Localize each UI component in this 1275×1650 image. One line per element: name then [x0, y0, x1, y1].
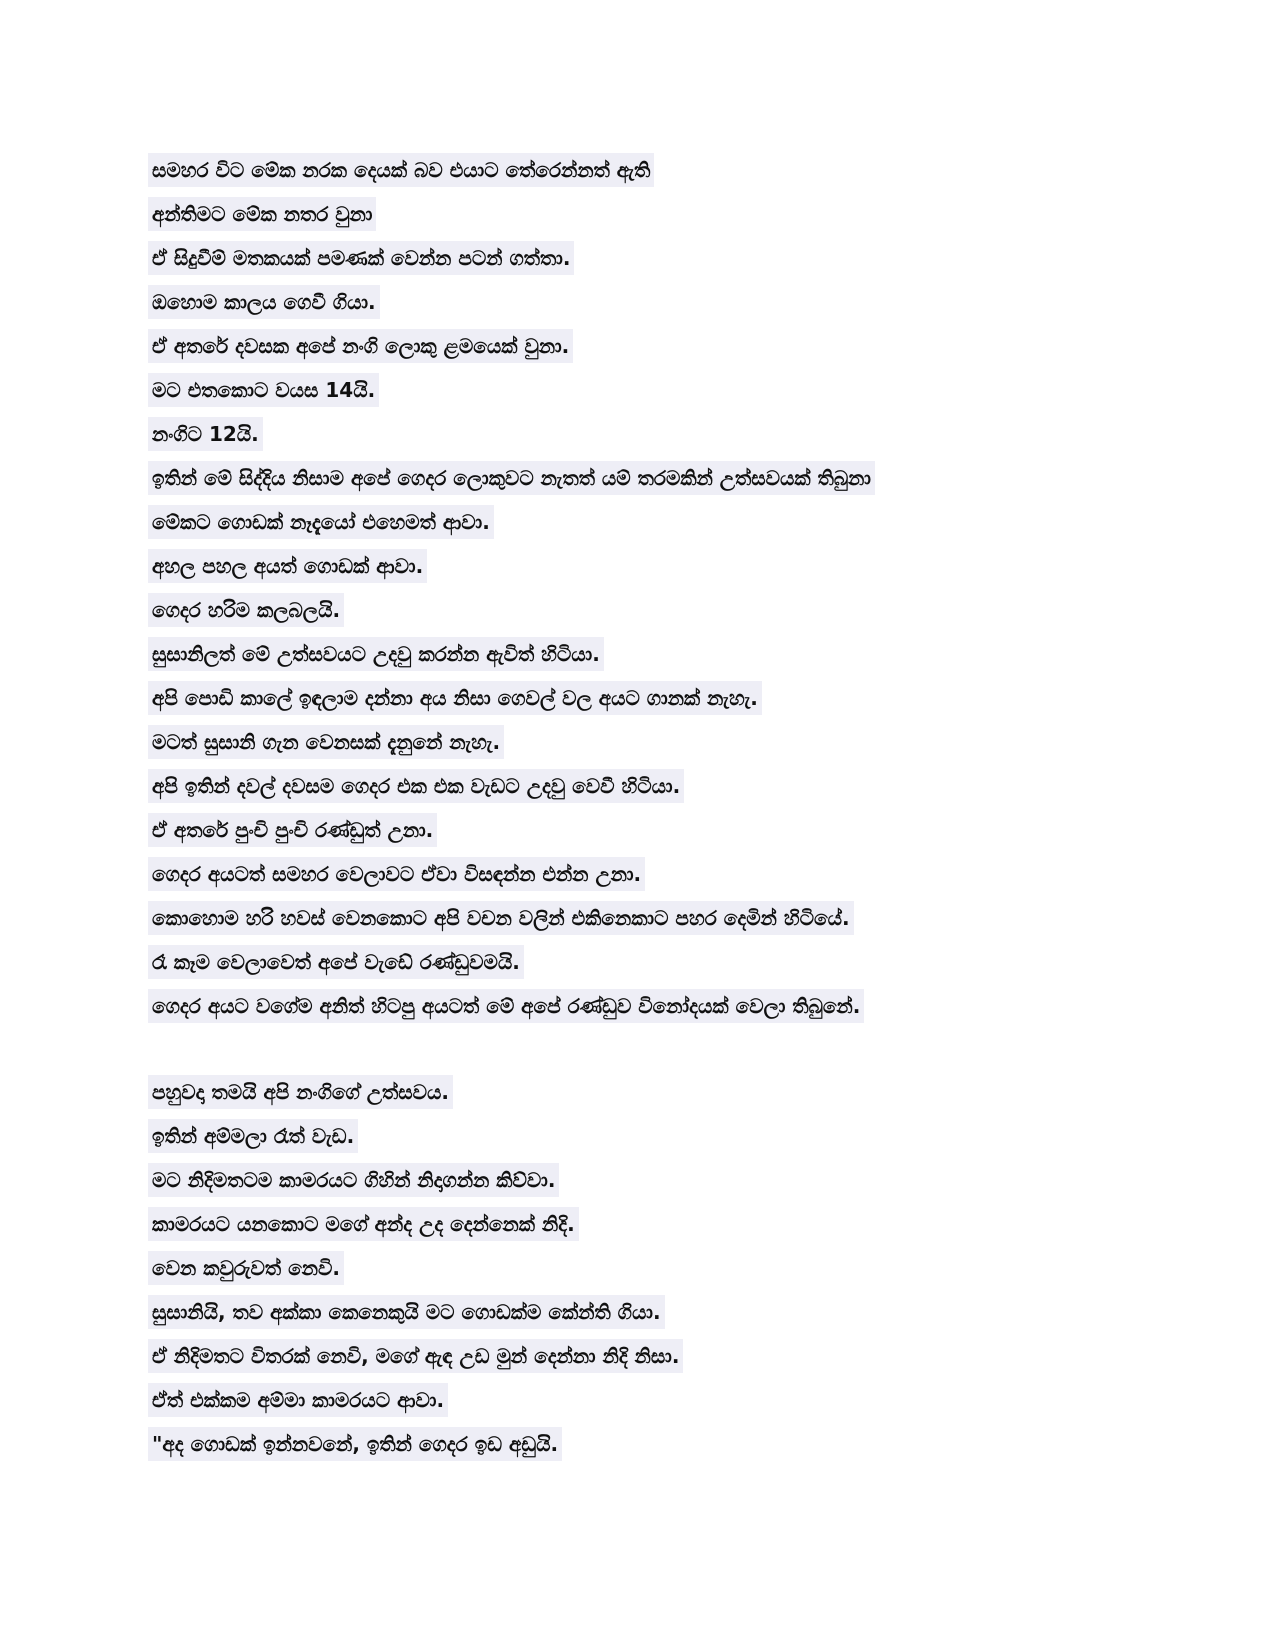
text-line: මේකට ගොඩක් නෑදැයෝ එහෙමත් ආවා. — [148, 500, 1148, 544]
text-line: ඒ අතරේ දවසක අපේ නංගි ලොකු ළමයෙක් වුනා. — [148, 324, 1148, 368]
text-line: ගෙදර හරිම කලබලයි. — [148, 588, 1148, 632]
paragraph-1 — [148, 148, 1148, 1028]
text-line: ඔහොම කාලය ගෙවී ගියා. — [148, 280, 1148, 324]
text-line: ගෙදර අයටත් සමහර වෙලාවට ඒවා විසඳන්න එන්න උනා. — [148, 852, 1148, 896]
text-line: මටත් සුසානි ගැන වෙනසක් දැනුනේ නැහැ. — [148, 720, 1148, 764]
text-line: ඉතින් මේ සිද්දිය නිසාම අපේ ගෙදර ලොකුවට නැතත් යම් තරමකින් උත්සවයක් තිබුනා — [148, 456, 1148, 500]
text-line: ගෙදර අයට වගේම අනිත් හිටපු අයටත් මේ අපේ රණ්ඩුව විනෝදයක් වෙලා තිබුනේ. — [148, 984, 1148, 1028]
text-line: අපි ඉතින් දවල් දවසම ගෙදර එක එක වැඩට උදවු වෙවී හිටියා. — [148, 764, 1148, 808]
paragraph-2 — [148, 1070, 1148, 1466]
text-line: වෙන කවුරුවත් නෙවි. — [148, 1246, 1148, 1290]
text-line: ඒ අතරේ පුංචි පුංචි රණ්ඩුත් උනා. — [148, 808, 1148, 852]
text-line: ඉතින් අම්මලා රෑත් වැඩ. — [148, 1114, 1148, 1158]
text-line: අන්තිමට මේක නතර වුනා — [148, 192, 1148, 236]
text-line: අපි පොඩි කාලේ ඉඳලාම දන්නා අය නිසා ගෙවල් වල අයට ගානක් නැහැ. — [148, 676, 1148, 720]
text-line: ඒත් එක්කම අම්මා කාමරයට ආවා. — [148, 1378, 1148, 1422]
text-line: මට එතකොට වයස 14යි. — [148, 368, 1148, 412]
text-line: "අද ගොඩක් ඉන්නවනේ, ඉතින් ගෙදර ඉඩ අඩුයි. — [148, 1422, 1148, 1466]
text-line: සුසානිලත් මේ උත්සවයට උදවු කරන්න ඇවිත් හිටියා. — [148, 632, 1148, 676]
text-line: සමහර විට මේක නරක දෙයක් බව එයාට තේරෙන්නත් ඇති — [148, 148, 1148, 192]
text-line: කොහොම හරි හවස් වෙනකොට අපි වචන වලින් එකිනෙකාට පහර දෙමින් හිටියේ. — [148, 896, 1148, 940]
text-line: ඒ සිදුවීම් මතකයක් පමණක් වෙන්න පටන් ගත්තා. — [148, 236, 1148, 280]
text-line: පහුවදා තමයි අපි නංගිගේ උත්සවය. — [148, 1070, 1148, 1114]
text-line: රෑ කෑම වෙලාවෙත් අපේ වැඩේ රණ්ඩුවමයි. — [148, 940, 1148, 984]
text-line: සුසානියි, තව අක්කා කෙනෙකුයි මට ගොඩක්ම කේන්ති ගියා. — [148, 1290, 1148, 1334]
text-line: අහල පහල අයත් ගොඩක් ආවා. — [148, 544, 1148, 588]
text-line: කාමරයට යනකොට මගේ අන්ද උද දෙන්නෙක් නිදි. — [148, 1202, 1148, 1246]
text-line: ඒ නිදිමතට විතරක් නෙවි, මගේ ඇඳ උඩ මුන් දෙන්නා නිදි නිසා. — [148, 1334, 1148, 1378]
text-line: මට නිදිමතටම කාමරයට ගිහින් නිදාගන්න කිව්වා. — [148, 1158, 1148, 1202]
text-line: නංගිට 12යි. — [148, 412, 1148, 456]
